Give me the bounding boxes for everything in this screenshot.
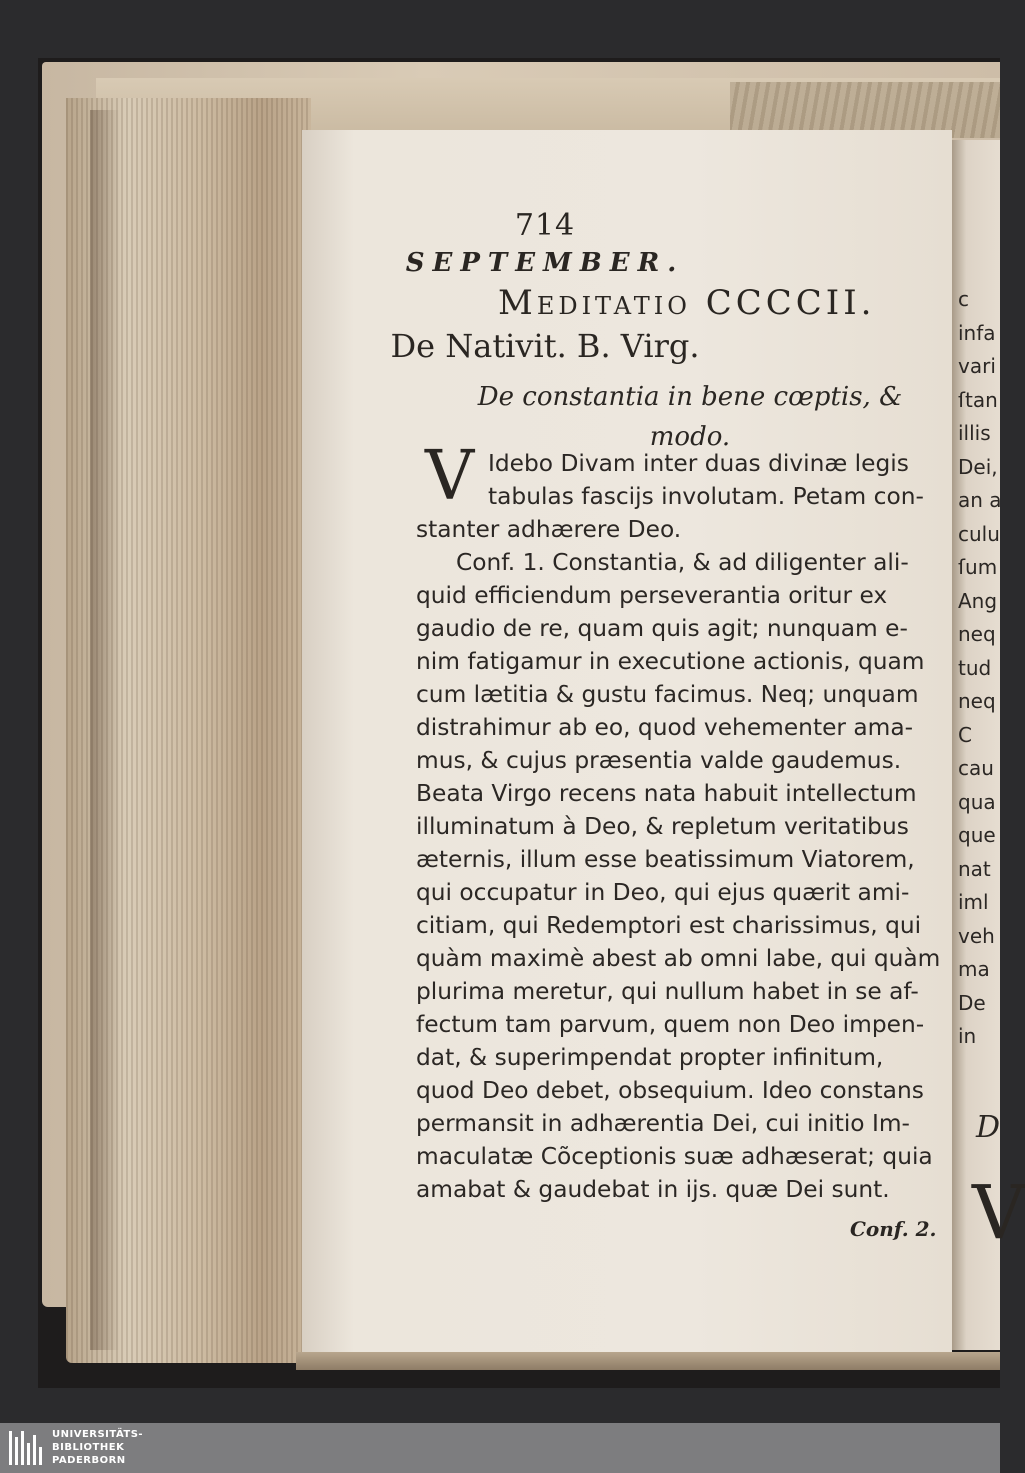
text-line: amabat & gaudebat in ijs. quæ Dei sunt. — [416, 1176, 890, 1203]
right-page-drop-capital: V — [972, 1170, 1025, 1256]
text-line: distrahimur ab eo, quod vehementer ama- — [416, 714, 914, 741]
right-text-line: C — [958, 722, 972, 747]
meditation-heading: Meditatio CCCCII. — [498, 283, 876, 323]
text-line: nim fatigamur in executione actionis, quam — [416, 648, 925, 675]
right-text-line: Dei, — [958, 454, 998, 479]
page-number: 714 — [514, 208, 576, 243]
right-text-line: in — [958, 1024, 977, 1048]
page-edge-shadow — [90, 110, 120, 1350]
text-line: fectum tam parvum, quem non Deo impen- — [416, 1011, 925, 1038]
right-text-line: nat — [958, 856, 991, 881]
text-line: Conf. 1. Constantia, & ad diligenter ali- — [456, 549, 909, 576]
text-line: plurima meretur, qui nullum habet in se af- — [416, 978, 919, 1005]
right-text-line: c — [958, 287, 969, 311]
feast-title: De Nativit. B. Virg. — [390, 327, 700, 365]
library-name-line: BIBLIOTHEK — [52, 1442, 125, 1453]
text-line: quàm maximè abest ab omni labe, qui quàm — [416, 945, 941, 972]
text-line: Idebo Divam inter duas divinæ legis — [488, 450, 909, 477]
text-line: qui occupatur in Deo, qui ejus quærit ami- — [416, 879, 910, 906]
text-line: citiam, qui Redemptori est charissimus, qui — [416, 912, 922, 939]
right-text-line: neq — [958, 689, 996, 713]
library-footer-bar — [0, 1423, 1000, 1473]
drop-capital: V — [425, 437, 475, 516]
right-text-line: veh — [958, 923, 995, 948]
running-head-month: SEPTEMBER. — [405, 248, 685, 278]
subject-line: modo. — [649, 422, 731, 452]
book-bottom-edge — [296, 1352, 1000, 1370]
right-text-line: qua — [958, 789, 996, 814]
library-name-line: PADERBORN — [52, 1455, 126, 1466]
right-text-line: ma — [958, 957, 990, 981]
right-text-line: Ang — [958, 588, 998, 613]
text-line: quod Deo debet, obsequium. Ideo constans — [416, 1077, 924, 1104]
text-line: maculatæ Cõceptionis suæ adhæserat; quia — [416, 1143, 933, 1170]
right-text-line: vari — [958, 354, 996, 378]
right-page-italic-letter: D — [976, 1110, 1001, 1145]
library-name-line: UNIVERSITÄTS- — [52, 1429, 144, 1440]
text-line: æternis, illum esse beatissimum Viatorem, — [416, 846, 915, 873]
text-line: gaudio de re, quam quis agit; nunquam e- — [416, 615, 908, 642]
text-line: dat, & superimpendat propter infinitum, — [416, 1044, 884, 1071]
catchword: Conf. 2. — [850, 1217, 937, 1241]
text-line: stanter adhærere Deo. — [416, 516, 682, 543]
right-text-line: iml — [958, 890, 989, 914]
right-text-line: tud — [958, 655, 992, 680]
text-line: quid efficiendum perseverantia oritur ex — [416, 582, 888, 609]
right-text-line: que — [958, 823, 996, 847]
right-text-line: an a — [958, 488, 1002, 512]
library-logo-icon — [6, 1427, 46, 1469]
body-text — [416, 447, 948, 1206]
right-text-line: infa — [958, 320, 996, 345]
library-name — [52, 1428, 143, 1467]
text-line: mus, & cujus præsentia valde gaudemus. — [416, 747, 902, 774]
right-text-line: culu — [958, 521, 1000, 546]
right-text-line: illis — [958, 421, 991, 445]
subject-line: De constantia in bene cœptis, & — [477, 382, 903, 412]
right-text-line: neq — [958, 622, 996, 646]
meditation-subject — [450, 377, 930, 457]
text-line: tabulas fascijs involutam. Petam con- — [488, 483, 924, 510]
right-text-line: ſum — [958, 555, 998, 579]
text-line: cum lætitia & gustu facimus. Neq; unquam — [416, 681, 919, 708]
text-line: illuminatum à Deo, & repletum veritatibus — [416, 813, 909, 840]
right-text-line: cau — [958, 756, 994, 780]
text-line: permansit in adhærentia Dei, cui initio Im- — [416, 1110, 910, 1137]
right-text-line: ſtan — [958, 387, 998, 412]
right-text-line: De — [958, 990, 986, 1015]
text-line: Beata Virgo recens nata habuit intellectum — [416, 780, 917, 807]
right-page-text-fragment — [958, 283, 1000, 1054]
